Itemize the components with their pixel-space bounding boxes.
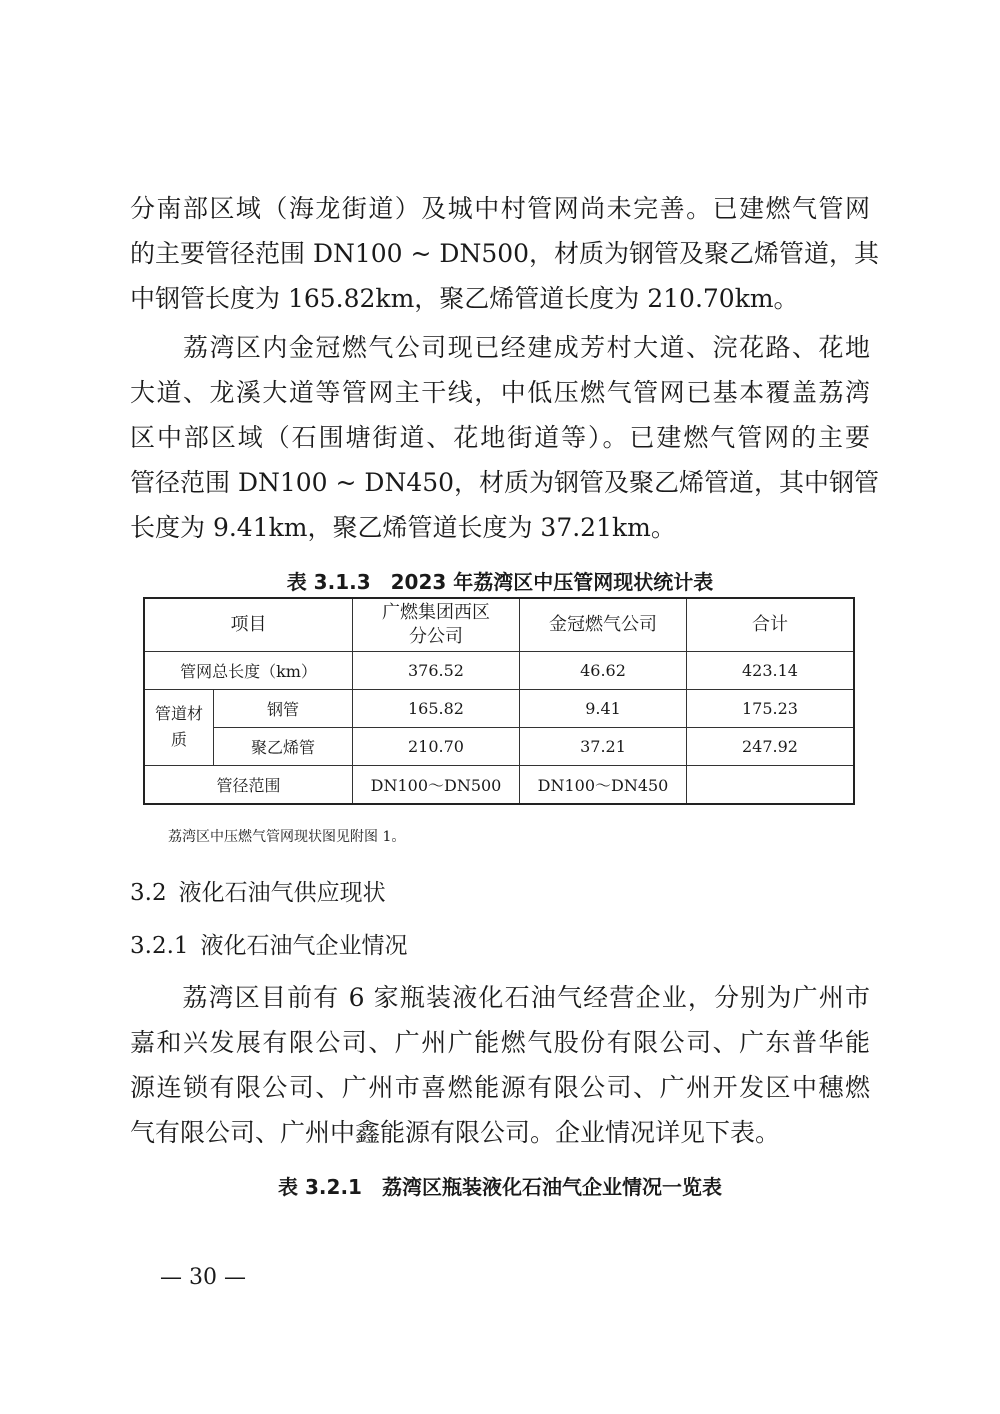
- medium-pressure-network-table: [143, 597, 855, 805]
- table-row: [144, 727, 854, 765]
- material-label-line2: 质: [170, 730, 187, 749]
- page-number: — 30 —: [160, 1265, 246, 1290]
- row-label-total-length: 管网总长度（km）: [144, 651, 353, 689]
- header-guangran-line2: 分公司: [409, 625, 463, 647]
- header-total: 合计: [687, 598, 855, 651]
- cell-value: 376.52: [353, 651, 520, 689]
- paragraph-line: 荔湾区目前有 6 家瓶装液化石油气经营企业，分别为广州市: [130, 983, 870, 1012]
- cell-value: 37.21: [520, 727, 687, 765]
- paragraph-line: 的主要管径范围 DN100 ~ DN500，材质为钢管及聚乙烯管道，其: [130, 239, 880, 268]
- paragraph-line: 气有限公司、广州中鑫能源有限公司。企业情况详见下表。: [130, 1118, 781, 1147]
- cell-value: 46.62: [520, 651, 687, 689]
- paragraph-line: 源连锁有限公司、广州市喜燃能源有限公司、广州开发区中穗燃: [130, 1073, 870, 1102]
- paragraph-line: 管径范围 DN100 ~ DN450，材质为钢管及聚乙烯管道，其中钢管: [130, 468, 880, 497]
- paragraph-line: 大道、龙溪大道等管网主干线，中低压燃气管网已基本覆盖荔湾: [130, 378, 870, 407]
- paragraph-lpg-companies: [130, 975, 870, 1155]
- cell-value: DN100～DN500: [353, 765, 520, 804]
- section-number: 3.2: [130, 880, 167, 906]
- table-row: [144, 689, 854, 727]
- header-jinguan: 金冠燃气公司: [520, 598, 687, 651]
- table-row: [144, 765, 854, 804]
- paragraph-line: 分南部区域（海龙街道）及城中村管网尚未完善。已建燃气管网: [130, 194, 870, 223]
- row-label-diameter: 管径范围: [144, 765, 353, 804]
- header-item: 项目: [144, 598, 353, 651]
- material-label-line1: 管道材: [154, 704, 203, 723]
- table-note: 荔湾区中压燃气管网现状图见附图 1。: [168, 829, 406, 845]
- paragraph-line: 嘉和兴发展有限公司、广州广能燃气股份有限公司、广东普华能: [130, 1028, 870, 1057]
- section-title: 液化石油气企业情况: [200, 933, 408, 959]
- section-number: 3.2.1: [130, 933, 189, 959]
- table-row: [144, 651, 854, 689]
- table-caption-3-2-1: 表 3.2.1 荔湾区瓶装液化石油气企业情况一览表: [278, 1175, 722, 1199]
- table-caption-3-1-3: 表 3.1.3 2023 年荔湾区中压管网现状统计表: [286, 570, 714, 594]
- cell-value: 175.23: [687, 689, 855, 727]
- paragraph-line: 长度为 9.41km，聚乙烯管道长度为 37.21km。: [130, 513, 676, 542]
- cell-value: 9.41: [520, 689, 687, 727]
- paragraph-jinguan-gas: [130, 325, 880, 550]
- paragraph-line: 中钢管长度为 165.82km，聚乙烯管道长度为 210.70km。: [130, 284, 799, 313]
- cell-value: 210.70: [353, 727, 520, 765]
- cell-value: 247.92: [687, 727, 855, 765]
- row-label-pe: 聚乙烯管: [214, 727, 353, 765]
- paragraph-gas-network-west: [130, 186, 880, 321]
- cell-value: 423.14: [687, 651, 855, 689]
- row-label-material: [144, 689, 214, 765]
- cell-value: 165.82: [353, 689, 520, 727]
- paragraph-line: 荔湾区内金冠燃气公司现已经建成芳村大道、浣花路、花地: [130, 333, 870, 362]
- header-guangran-west: [353, 598, 520, 651]
- section-title: 液化石油气供应现状: [178, 880, 386, 906]
- table-header-row: [144, 598, 854, 651]
- cell-value: DN100～DN450: [520, 765, 687, 804]
- cell-value: [687, 765, 855, 804]
- section-heading-3-2: [130, 874, 386, 907]
- row-label-steel: 钢管: [214, 689, 353, 727]
- header-guangran-line1: 广燃集团西区: [382, 601, 490, 623]
- section-heading-3-2-1: [130, 927, 408, 960]
- paragraph-line: 区中部区域（石围塘街道、花地街道等）。已建燃气管网的主要: [130, 423, 870, 452]
